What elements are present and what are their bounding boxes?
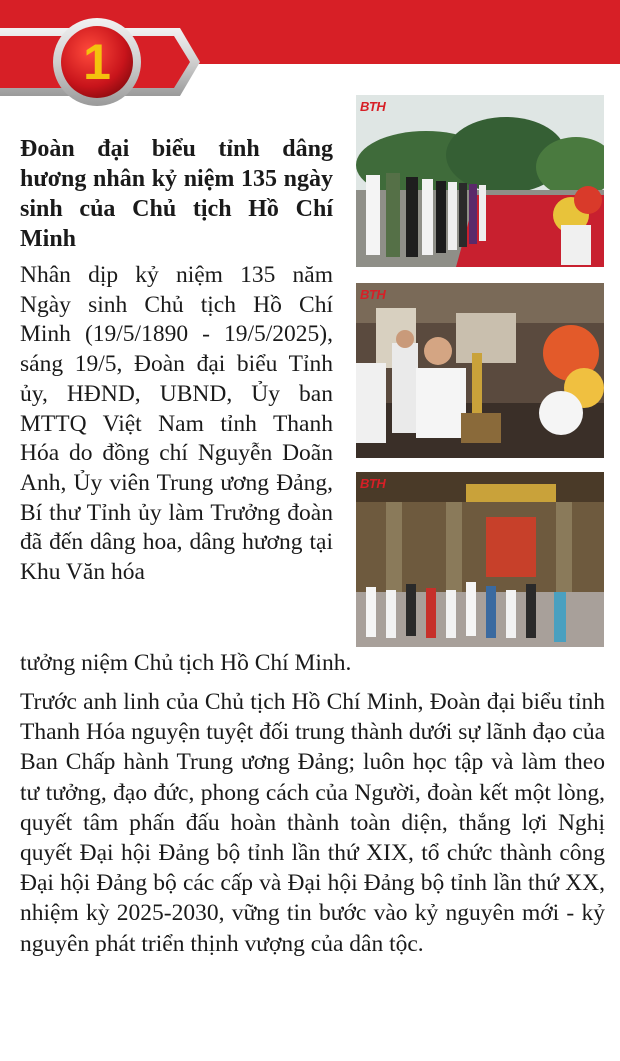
section-number: 1 bbox=[83, 34, 111, 90]
photo-memorial-hall bbox=[356, 472, 604, 647]
article-lead-tail: tưởng niệm Chủ tịch Hồ Chí Minh. bbox=[20, 650, 352, 676]
article-headline: Đoàn đại biểu tỉnh dâng hương nhân kỷ niệm 135 ngày sinh của Chủ tịch Hồ Chí Minh bbox=[20, 136, 333, 252]
article-lead: Nhân dịp kỷ niệm 135 năm Ngày sinh Chủ tịch Hồ Chí Minh (19/5/1890 - 19/5/2025), sáng 19/5, Đoàn đại biểu Tỉnh ủy, HĐND, UBND, Ủy ban MTTQ Việt Nam tỉnh Thanh Hóa do đồng chí Nguyễn Doãn Anh, Ủy viên Trung ương Đảng, Bí thư Tỉnh ủy làm Trưởng đoàn đã đến dâng hoa, dâng hương tại Khu Văn hóa bbox=[20, 262, 333, 586]
photo-incense-offering bbox=[356, 283, 604, 458]
photo-outdoor-ceremony bbox=[356, 95, 604, 267]
photo-logo: BTH bbox=[360, 287, 386, 302]
photo-logo: BTH bbox=[360, 476, 386, 491]
photo-logo: BTH bbox=[360, 99, 386, 114]
article-paragraph-2: Trước anh linh của Chủ tịch Hồ Chí Minh, Đoàn đại biểu tỉnh Thanh Hóa nguyện tuyệt đối trung thành dưới sự lãnh đạo của Ban Chấp hành Trung ương Đảng; luôn học tập và làm theo tư tưởng, đạo đức, phong cách của Người, đoàn kết một lòng, quyết tâm phấn đấu hoàn thành toàn diện, thắng lợi Nghị quyết Đại hội Đảng bộ tỉnh lần thứ XIX, tổ chức thành công Đại hội Đảng bộ các cấp và Đại hội Đảng bộ tỉnh lần thứ XX, nhiệm kỳ 2025-2030, vững tin bước vào kỷ nguyên mới - kỷ nguyên phát triển thịnh vượng của dân tộc. bbox=[20, 689, 605, 957]
